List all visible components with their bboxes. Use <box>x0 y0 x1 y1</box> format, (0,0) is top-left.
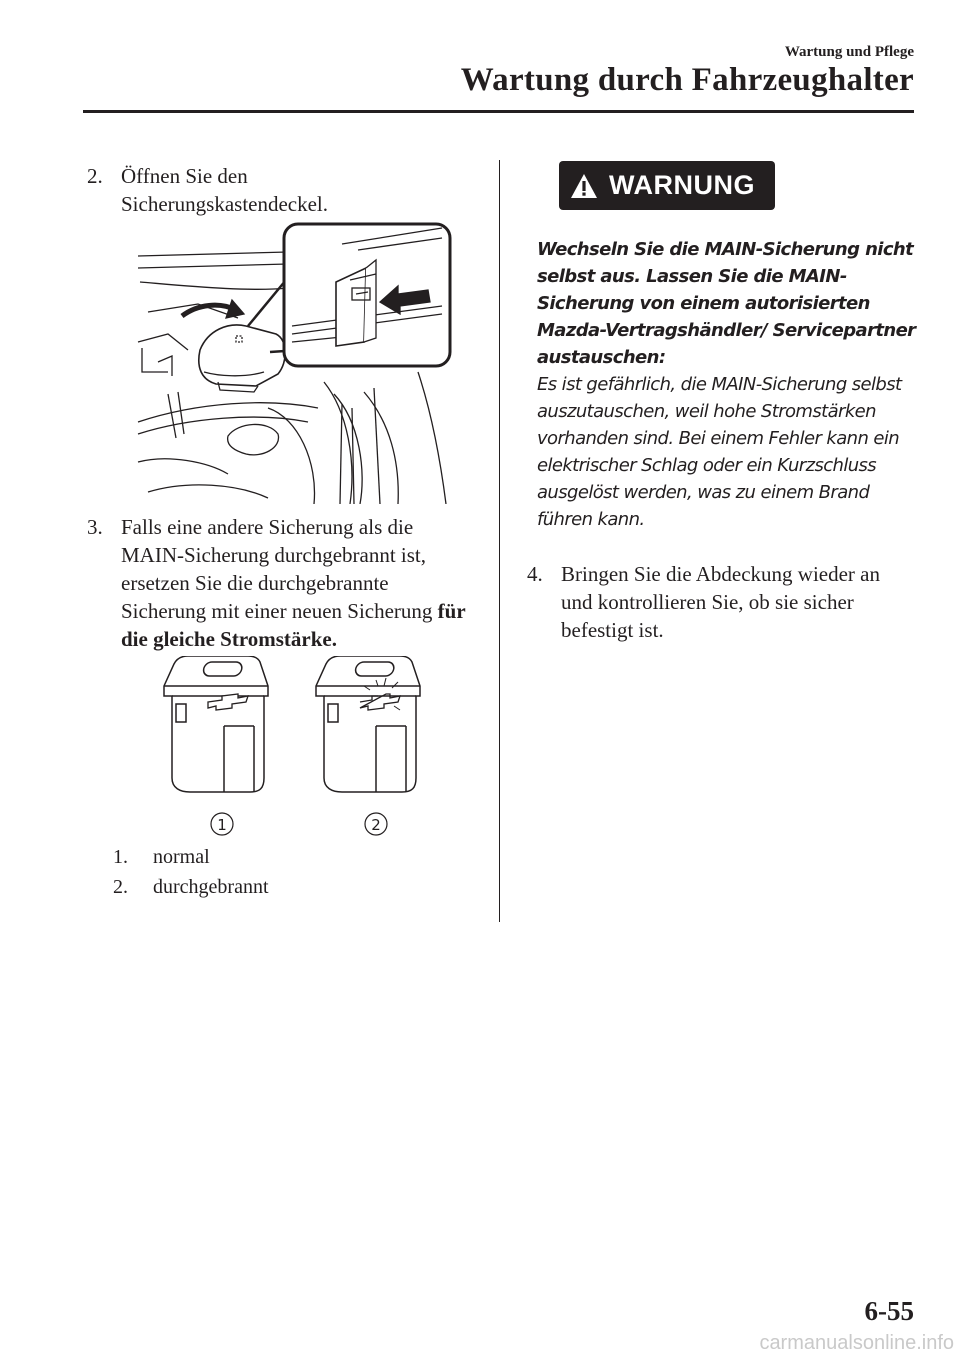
fuse-box-cover-illustration <box>128 222 453 504</box>
legend-text: normal <box>153 846 210 868</box>
legend-text: durchgebrannt <box>153 876 269 898</box>
step-number: 4. <box>527 562 543 586</box>
legend-number: 2. <box>113 876 128 898</box>
step-2 <box>87 162 447 218</box>
figure-legend <box>113 842 269 902</box>
step-number: 2. <box>87 164 103 188</box>
step-text-wrap <box>87 513 467 653</box>
step-4 <box>527 560 909 644</box>
legend-item <box>113 842 269 872</box>
callout-1 <box>211 813 233 835</box>
warning-badge <box>559 161 775 210</box>
header-rule <box>83 110 914 113</box>
warning-label: WARNUNG <box>609 170 755 200</box>
section-label: Wartung und Pflege <box>784 44 914 60</box>
step-text-emphasis: für die gleiche Stromstärke. <box>121 599 466 651</box>
fuse-comparison-illustration <box>150 656 430 846</box>
watermark: carmanualsonline.info <box>759 1332 954 1354</box>
legend-item <box>113 872 269 902</box>
legend-number: 1. <box>113 846 128 868</box>
svg-text:1: 1 <box>217 816 227 834</box>
fuse-normal <box>164 656 268 792</box>
warning-headline: Wechseln Sie die MAIN-Sicherung nicht selbst aus. Lassen Sie die MAIN-Sicherung von einem autorisierten Mazda-Vertragshändler/ Servicepartner austauschen: <box>537 239 916 368</box>
step-text: Öffnen Sie den Sicherungskastendeckel. <box>121 164 329 216</box>
step-3 <box>87 513 467 653</box>
step-number: 3. <box>87 515 103 539</box>
column-divider <box>499 160 500 922</box>
step-text: Bringen Sie die Abdeckung wieder an und kontrollieren Sie, ob sie sicher befestigt ist. <box>561 562 880 642</box>
warning-body: Es ist gefährlich, die MAIN-Sicherung selbst auszutauschen, weil hohe Stromstärken vorhanden sind. Bei einem Fehler kann ein elektrischer Schlag oder ein Kurzschluss ausgelöst werden, was zu einem Brand führen kann. <box>537 374 902 530</box>
page-number: 6-55 <box>864 1296 914 1326</box>
warning-text <box>537 236 917 533</box>
warning-triangle-icon <box>569 172 599 200</box>
svg-text:2: 2 <box>371 816 381 834</box>
step-text: Falls eine andere Sicherung als die MAIN-Sicherung durchgebrannt ist, ersetzen Sie die durchgebrannte Sicherung mit einer neuen Sicherung <box>121 515 433 623</box>
page-title: Wartung durch Fahrzeughalter <box>460 62 914 98</box>
callout-2 <box>365 813 387 835</box>
fuse-blown <box>316 656 420 792</box>
